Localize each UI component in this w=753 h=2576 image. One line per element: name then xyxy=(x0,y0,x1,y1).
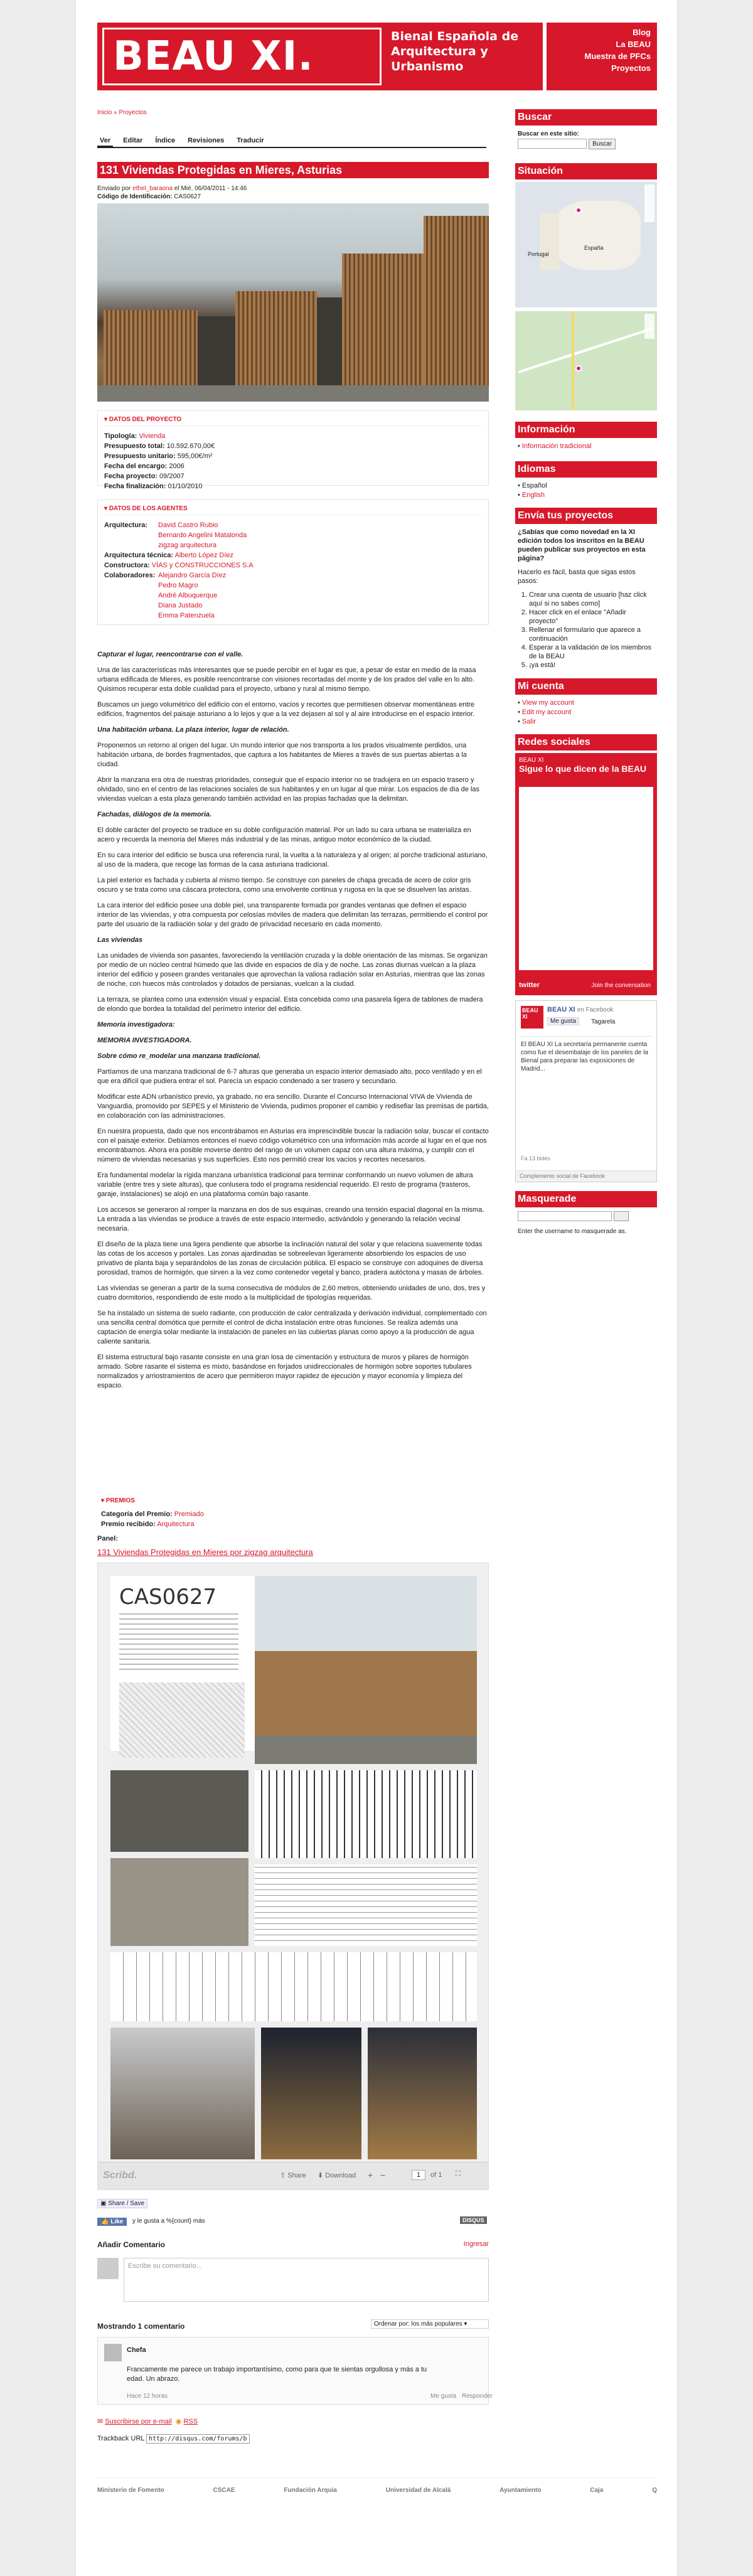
agent-link[interactable]: André Albuquerque xyxy=(158,592,218,599)
account-list: • View my account • Edit my account • Salir xyxy=(518,699,574,725)
paragraph: Las viviendas se generan a partir de la suma consecutiva de módulos de 2,60 metros, obteniendo unidades de uno, dos, tres y cuatro dormitorios, respondiendo de este modo a la multiplicidad de tipologías requeridas. xyxy=(97,1285,486,1301)
zoom-in-icon[interactable]: + xyxy=(368,2170,373,2180)
scribd-viewer[interactable] xyxy=(97,1563,489,2190)
nav-muestra-pfcs[interactable]: Muestra de PFCs xyxy=(584,51,651,61)
agents-con: Constructora: VÍAS y CONSTRUCCIONES S.A xyxy=(104,562,254,569)
map-label-portugal: Portugal xyxy=(528,251,549,257)
award-rec-link[interactable]: Arquitectura xyxy=(157,1520,195,1528)
agent-link[interactable]: Alberto López Díez xyxy=(174,552,234,559)
scribd-brand: Scribd. xyxy=(103,2170,137,2181)
breadcrumb-link[interactable]: Inicio » Proyectos xyxy=(97,109,147,116)
lang-list: • Español • English xyxy=(518,482,547,499)
agents-box xyxy=(97,500,489,625)
sort-select[interactable]: Ordenar por: los más populares ▾ xyxy=(371,2319,489,2329)
section-heading: Sobre cómo re_modelar una manzana tradicional. xyxy=(97,1052,261,1060)
like-count-text: y le gusta a %{count} más xyxy=(132,2218,205,2225)
agent-link[interactable]: Bernardo Angelini Matalonda xyxy=(158,532,247,539)
info-link[interactable]: Información tradicional xyxy=(521,442,592,450)
facebook-like-button[interactable]: 👍 Like xyxy=(97,2218,127,2226)
breadcrumb[interactable] xyxy=(97,109,147,116)
page-title: 131 Viviendas Protegidas en Mieres, Asturias xyxy=(97,162,489,178)
section-heading: Las viviendas xyxy=(97,936,143,944)
project-data-row: Fecha finalización: 01/10/2010 xyxy=(104,483,203,490)
awards-box xyxy=(97,1495,489,1532)
facebook-avatar: BEAU XI xyxy=(521,1006,543,1029)
edit-account-link[interactable]: Edit my account xyxy=(521,708,572,716)
fullscreen-icon[interactable]: ⛶ xyxy=(456,2170,461,2178)
share-save-button[interactable]: ▣ Share / Save xyxy=(97,2199,147,2208)
envia-step: 2. Hacer click en el enlace "Añadir proyecto" xyxy=(529,608,654,626)
agents-col: Colaboradores: Alejandro García Díez Pedro Magro André Albuquerque Diana Justado Emma Patenzuela xyxy=(104,572,227,619)
search-button[interactable]: Buscar xyxy=(589,139,616,149)
section-heading: Fachadas, diálogos de la memoria. xyxy=(97,811,212,818)
envia-step: 3. Rellenar el formulario que aparece a continuación xyxy=(529,626,654,643)
sidebar xyxy=(515,109,657,1240)
page-container xyxy=(75,0,678,2576)
paragraph: Partíamos de una manzana tradicional de 6-7 alturas que generaba un espacio interior demasiado alto, poco ventilado y en el que era difícil que pudiera entrar el sol. Parecía un espacio condenado a ser trasero y secundario. xyxy=(97,1068,482,1085)
comment-reply-button[interactable]: Responder xyxy=(462,2393,493,2400)
footer-logo[interactable]: Caja xyxy=(590,2487,604,2494)
footer-logo[interactable]: Universidad de Alcalá xyxy=(385,2487,451,2494)
project-data-row: Presupuesto total: 10.592.670,00€ xyxy=(104,442,215,450)
lang-en[interactable]: English xyxy=(521,491,545,499)
project-data-row: Tipología: Vivienda xyxy=(104,432,166,440)
awards-heading: ▾ PREMIOS xyxy=(101,1497,135,1504)
envia-block xyxy=(515,524,657,673)
comment-item xyxy=(97,2337,493,2405)
comment-time[interactable]: Hace 12 horas xyxy=(127,2393,168,2400)
site-tagline: Bienal Española de Arquitectura y Urbanismo xyxy=(391,29,519,73)
panel-document xyxy=(110,1576,477,2159)
code-label: Código de Identificación: xyxy=(97,193,173,200)
project-data-row: Presupuesto unitario: 595,00€/m² xyxy=(104,452,213,460)
agent-link[interactable]: Alejandro García Díez xyxy=(158,572,227,579)
avatar xyxy=(97,2258,119,2279)
meta-by: Enviado por xyxy=(97,185,131,192)
project-data-box xyxy=(97,410,489,490)
facebook-plugin-label: Complemento social de Facebook xyxy=(516,1170,656,1182)
footer-logos xyxy=(97,2477,657,2503)
comment-like-button[interactable]: Me gusta xyxy=(430,2393,457,2400)
redes-heading: Redes sociales xyxy=(515,734,657,751)
section-heading: Memoria investigadora: xyxy=(97,1021,175,1029)
twitter-join-link[interactable]: Join the conversation xyxy=(591,982,651,989)
code-value: CAS0627 xyxy=(174,193,201,200)
scribd-download-button[interactable]: ⬇ Download xyxy=(318,2172,356,2179)
paragraph: Proponemos un retorno al origen del lugar. Un mundo interior que nos transporta a los prados visualmente perdidos, una habitación urbana, de bordes fragmentados, que captura a los habitantes de Mieres a través de sus puertas abiertas a la ciudad. xyxy=(97,742,467,768)
agents-tec: Arquitectura técnica: Alberto López Díez xyxy=(104,552,234,559)
comment-author[interactable]: Chefa xyxy=(127,2346,146,2354)
agent-link[interactable]: Emma Patenzuela xyxy=(158,612,215,619)
masquerade-input[interactable] xyxy=(518,1211,612,1221)
masquerade-button[interactable] xyxy=(614,1211,629,1221)
content-tabs xyxy=(97,137,486,148)
project-photo xyxy=(97,203,489,402)
facebook-page-name[interactable]: BEAU XI en Facebook xyxy=(547,1006,614,1013)
agents-arq: Arquitectura: David Castro Rubio Bernardo Angelini Matalonda zigzag arquitectura xyxy=(104,521,247,549)
tab-revisiones[interactable]: Revisiones xyxy=(188,137,225,144)
panel-link[interactable]: 131 Viviendas Protegidas en Mieres por zigzag arquitectura xyxy=(97,1547,313,1557)
comment-textarea[interactable]: Escribe su comentario... xyxy=(124,2258,489,2302)
view-account-link[interactable]: View my account xyxy=(521,699,574,707)
paragraph: El sistema estructural bajo rasante consiste en una gran losa de cimentación y estructura de muros y pilares de hormigón armado. Sobre rasante el sistema es mixto, basándose en forjados unidireccionales de hormigón sobre soportes tubulares normalizados y arriostramientos de acero que permitieron mayor rapidez de ejecución y mayor economía y limpieza del espacio. xyxy=(97,1354,472,1389)
meta-date: el Mié, 06/04/2011 - 14:46 xyxy=(174,185,247,192)
nav-la-beau[interactable]: La BEAU xyxy=(616,40,651,49)
footer-logo[interactable]: Ayuntamiento xyxy=(499,2487,542,2494)
header-nav xyxy=(585,26,651,74)
footer-logo[interactable]: Q xyxy=(652,2487,657,2494)
article-body xyxy=(97,650,489,1397)
award-category: Categoría del Premio: Premiado xyxy=(101,1510,204,1518)
paragraph: El diseño de la plaza tiene una ligera pendiente que absorbe la inclinación natural del solar y que relaciona suavemente todas las cotas de los accesos y portales. Las zonas ajardinadas se sobreelevan ligeramente absorbiendo los espacios de uso privativo de planta baja y separándolos de las zonas de circulación pública. El espacio se construye con adoquines de diversa porosidad, tramos de hormigón, que sirven a la vez como contenedor vegetal y banco, pradera autóctona y masas de árboles. xyxy=(97,1241,484,1276)
tab-indice[interactable]: Índice xyxy=(155,137,176,144)
zoom-out-icon[interactable]: − xyxy=(380,2170,386,2180)
project-data-heading: ▾ DATOS DEL PROYECTO xyxy=(104,416,482,426)
section-heading: Capturar el lugar, reencontrarse con el valle. xyxy=(97,651,243,658)
agent-link[interactable]: David Castro Rubio xyxy=(158,521,218,529)
footer-logo[interactable]: Fundación Arquia xyxy=(284,2487,337,2494)
award-received: Premio recibido: Arquitectura xyxy=(101,1520,195,1528)
subscribe-email-link[interactable]: Suscribirse por e-mail xyxy=(105,2418,172,2425)
paragraph: Modificar este ADN urbanístico previo, ya grabado, no era sencillo. Durante el Concurso Internacional VIVA de Vivienda de Vanguardia, promovido por SEPES y el Ministerio de Vivienda, pudimos proponer el cambio y redisefiar las premisas de partida, en colaboración con las administraciones. xyxy=(97,1093,489,1120)
comment-count: Mostrando 1 comentario xyxy=(97,2322,185,2331)
email-icon: ✉ xyxy=(97,2418,104,2425)
section-heading: Una habitación urbana. La plaza interior, lugar de relación. xyxy=(97,726,289,734)
lang-es[interactable]: Español xyxy=(521,482,547,489)
map-label-spain: España xyxy=(584,245,604,251)
informacion-heading: Información xyxy=(515,422,657,438)
search-label: Buscar en este sitio: xyxy=(518,131,579,137)
map-zoom-control[interactable] xyxy=(644,184,654,222)
logout-link[interactable]: Salir xyxy=(521,718,536,725)
tab-ver[interactable]: Ver xyxy=(97,137,113,147)
award-cat-link[interactable]: Premiado xyxy=(174,1510,204,1518)
trackback-row xyxy=(97,2435,250,2442)
search-block xyxy=(515,126,657,153)
map-overview[interactable] xyxy=(515,182,657,307)
footer-logo[interactable]: CSCAE xyxy=(213,2487,235,2494)
twitter-logo: twitter xyxy=(519,981,540,989)
site-logo[interactable]: BEAU XI. xyxy=(102,28,382,85)
disqus-logo[interactable]: DISQUS xyxy=(460,2216,487,2224)
comment-avatar xyxy=(104,2344,122,2361)
paragraph: La terraza, se plantea como una extensión visual y espacial. Esta concebida como una pasarela ligera de tablones de madera de elondo que bordea la totalidad del perímetro interior del edificio. xyxy=(97,996,483,1013)
facebook-tag: Tagarela xyxy=(591,1018,616,1025)
facebook-post: El BEAU XI La secretaría permanente cuenta como fue el desembalaje de los paneles de la Bienal para preparar las exposiciones de Madrid... xyxy=(521,1036,651,1149)
tab-editar[interactable]: Editar xyxy=(123,137,143,144)
trackback-label: Trackback URL xyxy=(97,2435,144,2442)
paragraph: El doble carácter del proyecto se traduce en su doble configuración material. Por un lado su cara urbana se materializa en acero y recuerda la memoria del Mieres más industrial y de las minas, antiguo motor económico de la ciudad. xyxy=(97,826,471,843)
agents-heading: ▾ DATOS DE LOS AGENTES xyxy=(104,505,482,515)
situacion-heading: Situación xyxy=(515,163,657,179)
paragraph: Era fundamental modelar la rígida manzana urbanística tradicional para terminar conformando un nuevo volumen de altura variable (entre tres y siete alturas), que conlusera todo el programa residencial requerido. El resto de programa (trasteros, garaje, instalaciones) se alojó en una plataforma común bajo rasante. xyxy=(97,1172,473,1198)
envia-how: Hacerlo es fácil, basta que sigas estos pasos: xyxy=(518,569,636,585)
paragraph: Abrir la manzana era otra de nuestras prioridades, conseguir que el espacio interior no se tradujera en un espacio trasero y olvidado, sino en el centro de las relaciones sociales de sus habitantes y en un lugar al que mirar. Los espacios de día de las viviendas vuelcan a esta plaza generando también actividad en las propias fachadas que la delimitan. xyxy=(97,776,480,803)
agent-link[interactable]: Pedro Magro xyxy=(158,582,198,589)
paragraph: Las unidades de vivienda son pasantes, favoreciendo la ventilación cruzada y la doble orientación de las mismas. Se organizan por medio de un núcleo central húmedo que las divide en espacios de día y de noche. Las zonas diurnas vuelcan a la plaza interior del edificio y poseen grandes ventanales que aprovechan la valiosa radiación solar en Asturias, mientras que las zonas de noche, con huecos más controlados y dotados de persianas, vuelcan a la ciudad. xyxy=(97,952,488,988)
paragraph: La cara interior del edificio posee una doble piel, una transparente formada por grandes ventanas que definen el espacio interior de las viviendas, y otra compuesta por celosías móviles de madera que delimitan las terrazas, permitiendo el control por parte del usuario de la radiación solar y del grado de privacidad necesario en cada momento. xyxy=(97,902,488,928)
info-list: • Información tradicional xyxy=(518,442,592,450)
paragraph: Una de las características más interesantes que se puede percibir en el lugar es que, a pesar de estar en medio de la masa urbana edificada de Mieres, es posible reencontrarse con visiones recortadas del monte y de los prados del valle en lo alto. Quisimos recuperar esta doble cualidad para el proyecto, urbano y rural al mismo tiempo. xyxy=(97,666,476,693)
idiomas-heading: Idiomas xyxy=(515,461,657,478)
micuenta-heading: Mi cuenta xyxy=(515,678,657,695)
map-detail[interactable] xyxy=(515,311,657,410)
paragraph: Los accesos se generaron al romper la manzana en dos de sus esquinas, creando una tensión espacial diagonal en la misma. La entrada a las viviendas se produce a través de este espacio intermedio, activándolo y generando la relación vecinal necesaria. xyxy=(97,1206,484,1232)
login-link[interactable]: Ingresar xyxy=(463,2240,489,2248)
rss-icon: ◉ xyxy=(175,2418,182,2425)
article-meta xyxy=(97,184,486,201)
paragraph: Buscamos un juego volumétrico del edificio con el entorno, vacíos y recortes que permitiesen observar momentáneas entre edificios, fragmentos del paisaje asturiano a lo lejos y que a la vez dejasen al sol y al aire introducirse en el espacio interior. xyxy=(97,701,475,718)
scribd-toolbar xyxy=(98,2162,488,2189)
map-zoom-control-2[interactable] xyxy=(644,314,654,339)
agent-link[interactable]: Diana Justado xyxy=(158,602,203,609)
site-header xyxy=(97,23,657,90)
envia-step: 4. Esperar a la validación de los miembros de la BEAU xyxy=(529,643,654,661)
search-input[interactable] xyxy=(518,139,587,149)
paragraph: La piel exterior es fachada y cubierta al mismo tiempo. Se construye con paneles de chapa grecada de acero de color gris oscuro y se trata como una cáscara protectora, como una envolvente continua y rugosa en la que se disuelven las aristas. xyxy=(97,877,471,894)
facebook-widget xyxy=(515,1000,657,1182)
twitter-heading: Sigue lo que dicen de la BEAU xyxy=(519,764,647,774)
masquerade-heading: Masquerade xyxy=(515,1191,657,1207)
project-data-row: Fecha del encargo: 2006 xyxy=(104,462,184,470)
envia-step[interactable]: 1. Crear una cuenta de usuario [haz click aquí si no sabes como] xyxy=(529,591,654,608)
trackback-input[interactable]: http://disqus.com/forums/b xyxy=(146,2434,250,2444)
masquerade-block xyxy=(515,1207,657,1240)
tipologia-link[interactable]: Vivienda xyxy=(139,432,166,440)
facebook-like-page[interactable]: Me gusta xyxy=(547,1017,579,1025)
author-link[interactable]: ethel_baraona xyxy=(132,185,173,192)
panel-code: CAS0627 xyxy=(119,1585,217,1610)
twitter-user[interactable]: BEAU XI xyxy=(519,757,544,764)
nav-proyectos[interactable]: Proyectos xyxy=(611,63,651,73)
paragraph: En su cara interior del edificio se busca una referencia rural, la vuelta a la naturaleza y al origen; al porche tradicional asturiano, al uso de la madera, que recoge las formas de la casa asturiana tradicional. xyxy=(97,852,488,868)
envia-step: 5. ¡ya está! xyxy=(529,661,654,670)
envia-steps xyxy=(518,591,654,670)
envia-heading: Envía tus proyectos xyxy=(515,508,657,524)
facebook-count: Fa 13 bides xyxy=(521,1155,551,1162)
nav-blog[interactable]: Blog xyxy=(633,28,651,37)
tab-traducir[interactable]: Traducir xyxy=(237,137,264,144)
add-comment-heading: Añadir Comentario Ingresar xyxy=(97,2240,489,2249)
subscribe-row xyxy=(97,2417,198,2425)
page-count: of 1 xyxy=(430,2171,442,2179)
panel-label: Panel: xyxy=(97,1535,119,1542)
masquerade-label: Enter the username to masquerade as. xyxy=(518,1228,627,1235)
header-divider xyxy=(543,23,547,90)
project-data-row: Fecha proyecto: 09/2007 xyxy=(104,473,184,480)
scribd-share-button[interactable]: ⇪ Share xyxy=(280,2172,306,2179)
page-input[interactable]: 1 xyxy=(412,2170,425,2180)
envia-question: ¿Sabías que como novedad en la XI edición todos los inscritos en la BEAU pueden publicar sus proyectos en esta página? xyxy=(518,528,646,562)
paragraph: En nuestra propuesta, dado que nos encontrábamos en Asturias era imprescindible buscar la radiación solar, buscar el contacto con el paisaje exterior. Debíamos entonces el nuevo código volumétrico con una información más acorde al lugar en el que nos encontrábamos. Ahora era posible moverse dentro del rango de un volumen capaz con una altura máxima, y cumplir con el número de viviendas necesarias y sus superficies. Esto nos permitió crear los vacíos y recortes necesarios. xyxy=(97,1128,489,1163)
twitter-feed[interactable] xyxy=(519,787,653,970)
agent-link[interactable]: VÍAS y CONSTRUCCIONES S.A xyxy=(151,562,254,569)
rss-link[interactable]: RSS xyxy=(183,2418,198,2425)
section-heading: MEMORIA INVESTIGADORA. xyxy=(97,1037,192,1044)
comment-text: Francamente me parece un trabajo importantísimo, como para que te sientas orgullosa y más a tu edad. Un abrazo. xyxy=(127,2366,427,2383)
twitter-widget xyxy=(515,753,657,995)
paragraph: Se ha instalado un sistema de suelo radiante, con producción de calor centralizada y derivación individual, complementado con una sencilla central domótica que permite el control de dicha instalación entre otras funciones. Se realiza además una captación de energía solar mediante la instalación de paneles en las cubiertas planas como apoyo a la producción de agua caliente sanitaria. xyxy=(97,1310,487,1345)
agent-link[interactable]: zigzag arquitectura xyxy=(158,542,216,549)
buscar-heading: Buscar xyxy=(515,109,657,126)
footer-logo[interactable]: Ministerio de Fomento xyxy=(97,2487,164,2494)
